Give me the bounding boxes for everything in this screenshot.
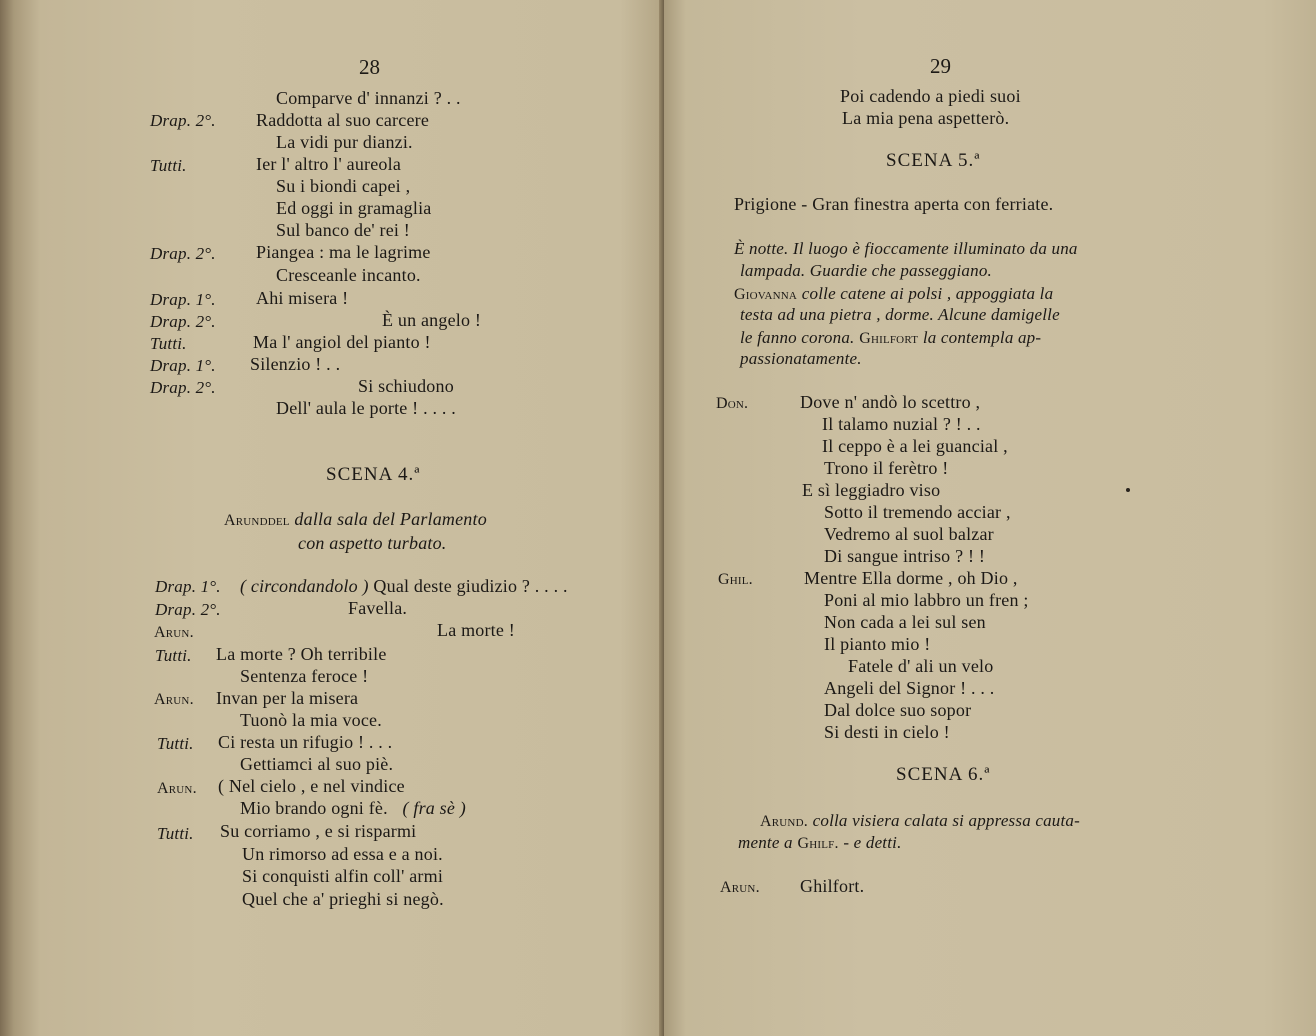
verse-line: Si schiudono [358,376,454,396]
verse-line: Sul banco de' rei ! [276,220,411,240]
verse-line: Sotto il tremendo acciar , [824,502,1011,522]
verse-line: Dove n' andò lo scettro , [800,392,981,412]
stage-direction-text: passionatamente. [740,349,862,368]
verse-line: È un angelo ! [382,310,482,330]
verse-line: Fatele d' ali un velo [848,656,994,676]
speaker-label: Drap. 2°. [155,600,221,619]
verse-line: Ier l' altro l' aureola [256,154,402,174]
verse-line: Sentenza feroce ! [240,666,369,686]
scene-title: SCENA 5.ª [886,150,981,171]
verse-line: Piangea : ma le lagrime [256,242,431,262]
speaker-label: Tutti. [157,734,194,753]
stage-direction [740,327,1041,348]
verse-line: Ci resta un rifugio ! . . . [218,732,393,752]
verse-line: Vedremo al suol balzar [824,524,994,544]
verse-line: Tuonò la mia voce. [240,710,382,730]
speaker-label: Arun. [154,691,194,708]
verse-line: Ghilfort. [800,876,865,896]
aside: ( fra sè ) [402,798,466,818]
verse-line: Poi cadendo a piedi suoi [840,86,1021,106]
character-name: Giovanna [734,286,798,303]
speaker-label: Drap. 2°. [150,244,216,263]
verse-line: E sì leggiadro viso [802,480,941,500]
page-number: 29 [930,54,951,78]
stage-direction-text: mente a [738,833,793,852]
verse-line: Si conquisti alfin coll' armi [242,866,444,886]
verse-text: Qual deste giudizio ? . . . . [373,576,568,596]
verse-line: Ma l' angiol del pianto ! [253,332,431,352]
verse-line: Dell' aula le porte ! . . . . [276,398,456,418]
stage-direction-text: È notte. Il luogo è fioccamente illuminato da una [734,239,1078,258]
verse-text: Mio brando ogni fè. [240,798,388,818]
character-name: Arund. [760,813,808,830]
stage-direction-text: le fanno corona. [740,328,855,347]
stage-direction-text: colle catene ai polsi , appoggiata la [801,284,1054,303]
scene-title: SCENA 4.ª [326,464,421,485]
verse-line: Il pianto mio ! [824,634,931,654]
speaker-label: Drap. 2°. [150,111,216,130]
stage-direction-text: con aspetto turbato. [298,533,447,553]
verse-line: Un rimorso ad essa e a noi. [242,844,443,864]
verse-line: Angeli del Signor ! . . . [824,678,995,698]
verse-line: Favella. [348,598,408,618]
verse-line: Comparve d' innanzi ? . . [276,88,461,108]
verse-line: Raddotta al suo carcere [256,110,430,130]
character-name: Ghilfort [859,330,919,347]
verse-line: La mia pena aspetterò. [842,108,1010,128]
stage-direction [738,832,902,853]
speaker-label: Tutti. [155,646,192,665]
speaker-label: Tutti. [157,824,194,843]
stage-direction-text: testa ad una pietra , dorme. Alcune damigelle [740,305,1060,324]
ink-speck [1126,488,1130,492]
verse-line: Poni al mio labbro un fren ; [824,590,1029,610]
speaker-label: Drap. 2°. [150,312,216,331]
stage-direction [224,509,487,530]
character-name: Ghilf. [797,835,839,852]
verse-line: Trono il ferètro ! [824,458,949,478]
aside: ( circondandolo ) [240,576,369,596]
verse-line [240,798,466,819]
scene-setting: Prigione - Gran finestra aperta con ferriate. [734,194,1054,214]
verse-line: Invan per la misera [216,688,359,708]
verse-line: Cresceanle incanto. [276,265,421,285]
verse-line [240,576,568,597]
verse-line: Silenzio ! . . [250,354,341,374]
speaker-label: Drap. 2°. [150,378,216,397]
verse-line: Di sangue intriso ? ! ! [824,546,986,566]
speaker-label: Tutti. [150,334,187,353]
stage-direction-text: la contempla ap- [922,328,1042,347]
verse-line: La morte ? Oh terribile [216,644,387,664]
speaker-label: Arun. [720,879,760,896]
speaker-label: Drap. 1°. [155,577,221,596]
verse-line: Il talamo nuzial ? ! . . [822,414,981,434]
speaker-label: Don. [716,395,749,412]
speaker-label: Drap. 1°. [150,290,216,309]
speaker-label: Arun. [157,780,197,797]
verse-line: Si desti in cielo ! [824,722,950,742]
stage-direction-text: dalla sala del Parlamento [294,509,487,529]
verse-line: La morte ! [437,620,515,640]
verse-line: Mentre Ella dorme , oh Dio , [804,568,1018,588]
verse-line: Quel che a' prieghi si negò. [242,889,444,909]
verse-line: La vidi pur dianzi. [276,132,413,152]
speaker-label: Arun. [154,624,194,641]
scene-title: SCENA 6.ª [896,764,991,785]
speaker-label: Ghil. [718,571,753,588]
page-number: 28 [359,55,380,79]
stage-direction-text: - e detti. [843,833,902,852]
verse-line: Dal dolce suo sopor [824,700,972,720]
verse-line: Non cada a lei sul sen [824,612,986,632]
verse-line: Gettiamci al suo piè. [240,754,394,774]
verse-line: Su i biondi capei , [276,176,411,196]
verse-line: Ed oggi in gramaglia [276,198,432,218]
stage-direction-text: colla visiera calata si appressa cauta- [812,811,1080,830]
right-page [664,0,1316,1036]
stage-direction-text: lampada. Guardie che passeggiano. [740,261,992,280]
verse-line: Ahi misera ! [256,288,349,308]
verse-line: Il ceppo è a lei guancial , [822,436,1008,456]
stage-direction [760,810,1080,831]
verse-line: ( Nel cielo , e nel vindice [218,776,405,796]
speaker-label: Tutti. [150,156,187,175]
stage-direction [734,283,1053,304]
character-name: Arunddel [224,512,290,529]
verse-line: Su corriamo , e si risparmi [220,821,417,841]
speaker-label: Drap. 1°. [150,356,216,375]
